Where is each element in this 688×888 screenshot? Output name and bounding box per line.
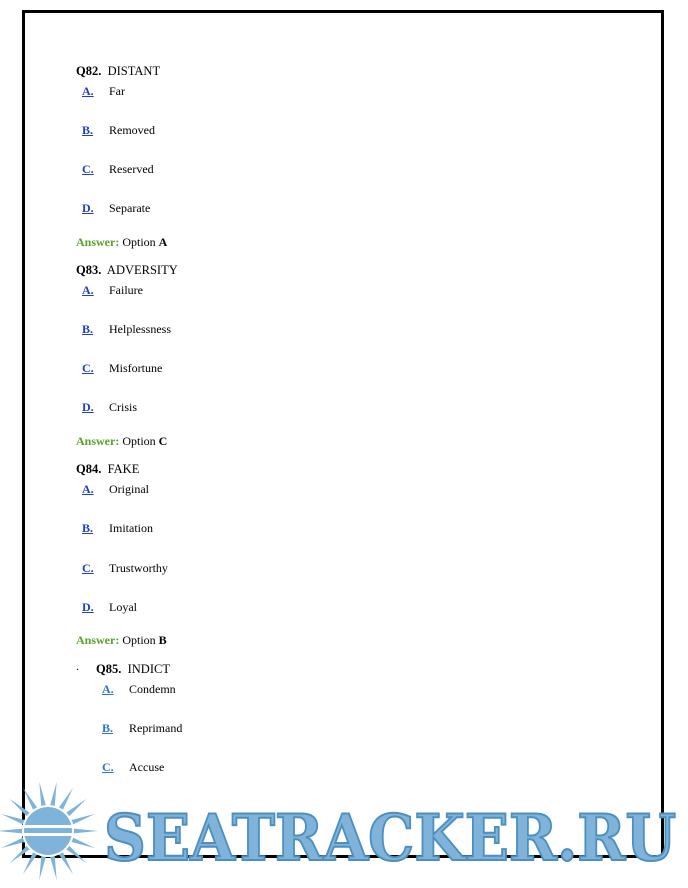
option-text: Helplessness: [109, 322, 171, 336]
answer-text: Option: [122, 434, 156, 448]
question-number: Q82.: [76, 64, 102, 78]
option-key-link[interactable]: C.: [102, 760, 114, 774]
answer-84: [76, 632, 167, 648]
option-key-link[interactable]: D.: [82, 201, 94, 215]
option-text: Failure: [109, 283, 143, 297]
option-text: Misfortune: [109, 361, 163, 375]
option-text: Crisis: [109, 400, 138, 414]
option-key-link[interactable]: D.: [82, 400, 94, 414]
sun-logo-icon: [0, 782, 98, 880]
answer-text: Option: [122, 633, 156, 647]
question-word: ADVERSITY: [106, 263, 178, 277]
sun-ray: [39, 782, 46, 808]
question-number: Q84.: [76, 462, 102, 476]
sun-ray: [70, 814, 95, 825]
option-text: Far: [109, 84, 125, 98]
sun-ray: [50, 854, 57, 880]
option-84-a[interactable]: [82, 481, 149, 497]
option-82-d[interactable]: [82, 200, 150, 216]
option-key-link[interactable]: C.: [82, 162, 94, 176]
option-85-c[interactable]: [102, 759, 164, 775]
answer-82: [76, 234, 167, 250]
option-82-c[interactable]: [82, 161, 154, 177]
answer-option: A: [158, 235, 168, 249]
question-word: DISTANT: [107, 64, 161, 78]
option-text: Reserved: [109, 162, 154, 176]
option-key-link[interactable]: C.: [82, 361, 94, 375]
option-text: Reprimand: [129, 721, 183, 735]
option-key-link[interactable]: B.: [82, 322, 94, 336]
option-text: Condemn: [129, 682, 176, 696]
option-82-b[interactable]: [82, 122, 155, 138]
option-84-c[interactable]: [82, 560, 168, 576]
option-text: Loyal: [109, 600, 137, 614]
answer-label: Answer:: [76, 633, 120, 647]
option-84-d[interactable]: [82, 599, 137, 615]
option-key-link[interactable]: A.: [82, 283, 94, 297]
question-83: [76, 262, 178, 278]
sun-ray: [72, 828, 98, 833]
answer-83: [76, 433, 167, 449]
option-84-b[interactable]: [82, 520, 153, 536]
option-82-a[interactable]: [82, 83, 125, 99]
option-key-link[interactable]: A.: [82, 482, 94, 496]
option-key-link[interactable]: B.: [102, 721, 114, 735]
option-83-b[interactable]: [82, 321, 171, 337]
option-key-link[interactable]: B.: [82, 521, 94, 535]
answer-option: B: [158, 633, 167, 647]
option-text: Accuse: [129, 760, 165, 774]
option-key-link[interactable]: D.: [82, 600, 94, 614]
sun-ray: [0, 828, 24, 833]
question-word: FAKE: [107, 462, 140, 476]
option-key-link[interactable]: A.: [82, 84, 94, 98]
option-key-link[interactable]: C.: [82, 561, 94, 575]
question-85: [96, 661, 170, 677]
answer-label: Answer:: [76, 434, 120, 448]
question-number: Q83.: [76, 263, 102, 277]
option-text: Separate: [109, 201, 151, 215]
question-number: Q85.: [96, 662, 122, 676]
stray-period: .: [76, 659, 79, 673]
option-83-d[interactable]: [82, 399, 137, 415]
option-text: Imitation: [109, 521, 153, 535]
watermark: [0, 778, 688, 888]
question-82: [76, 63, 160, 79]
sun-ray: [1, 814, 26, 825]
option-85-b[interactable]: [102, 720, 182, 736]
option-83-a[interactable]: [82, 282, 143, 298]
option-85-a[interactable]: [102, 681, 176, 697]
option-text: Original: [109, 482, 149, 496]
sun-ray: [1, 837, 26, 848]
answer-label: Answer:: [76, 235, 120, 249]
question-word: INDICT: [127, 662, 170, 676]
option-text: Removed: [109, 123, 155, 137]
question-84: [76, 461, 139, 477]
sun-ray: [70, 837, 95, 848]
option-83-c[interactable]: [82, 360, 162, 376]
sun-ray: [50, 782, 57, 808]
sun-ray: [39, 854, 46, 880]
option-key-link[interactable]: B.: [82, 123, 94, 137]
watermark-text: SEATRACKER.RU: [104, 801, 676, 876]
answer-text: Option: [122, 235, 156, 249]
option-key-link[interactable]: A.: [102, 682, 114, 696]
answer-option: C: [158, 434, 168, 448]
option-text: Trustworthy: [109, 561, 168, 575]
